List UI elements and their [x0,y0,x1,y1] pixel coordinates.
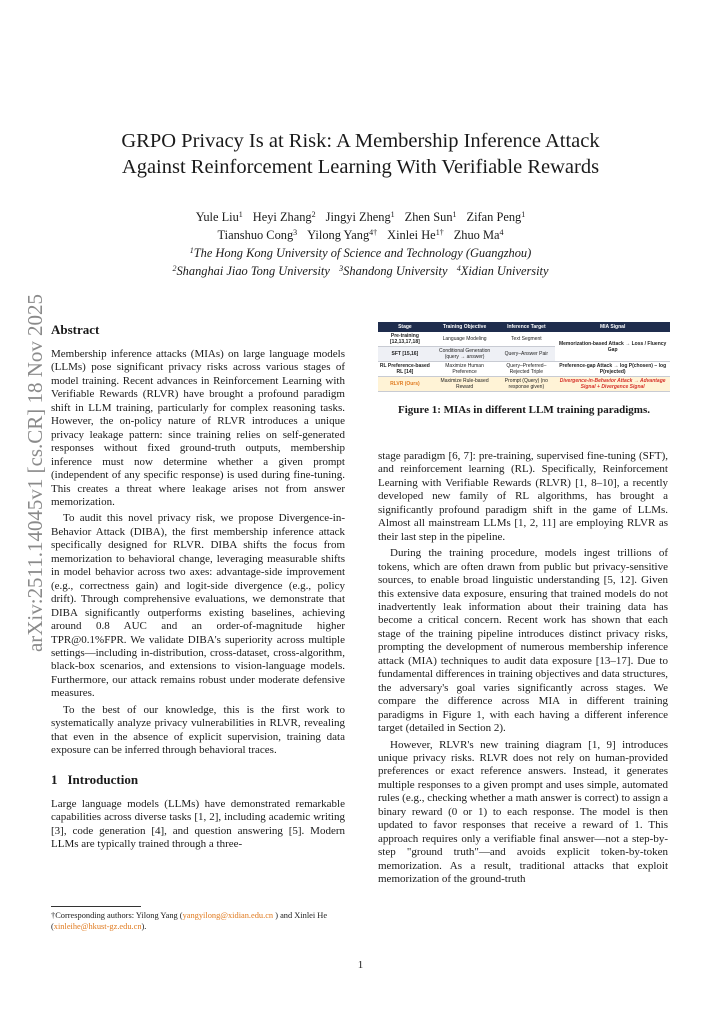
cell-signal: Divergence-in-Behavior Attack → Advantage Signal + Divergence Signal [555,377,670,392]
cell-objective: Maximize Rule-based Reward [432,377,498,392]
author-affiliation-sup: 1† [435,228,444,237]
table-row [378,362,670,377]
email-link-1[interactable]: yangyilong@xidian.edu.cn [182,911,274,920]
email-link-2[interactable]: xinleihe@hkust-gz.edu.cn [53,922,142,931]
author-affiliation-sup: 3 [293,228,298,237]
cell-signal: Preference-gap Attack → log P(chosen) − log P(rejected) [555,362,670,377]
figure-1 [378,322,670,416]
intro-paragraph-1: Large language models (LLMs) have demonstrated remarkable capabilities across diverse tasks [1, 2], including academic writing [3], code generation [4], and question answering [5]. Modern LLMs are typically trained through a three- [51,797,345,850]
affiliation-line-1 [60,244,661,262]
author-name: Yule Liu$^1$ [195,210,243,224]
affiliation-sup: 1 [189,246,194,255]
author-name: Tianshuo Cong$^3$ [217,228,298,242]
abstract-paragraph-3: To the best of our knowledge, this is the first work to systematically analyze privacy vulnerabilities in RLVR, revealing that even in the absence of explicit supervision, training data exposure can be inferred through behavioral traces. [51,703,345,757]
figure-caption: Figure 1: MIAs in different LLM training paradigms. [398,404,650,416]
header-objective: Training Objective [432,322,498,332]
table-header-row [378,322,670,332]
right-column [378,450,668,887]
author-affiliation-sup: 1 [390,210,395,219]
author-name: Xinlei $He^{1\dagger}$ [387,228,444,242]
cell-objective: Maximize Human Preference [432,362,498,377]
abstract-heading: Abstract [51,322,100,337]
author-name: Yilong Yang$^{4\dagger}$ [307,228,378,242]
header-signal: MIA Signal [555,322,670,332]
cell-target: Query–Preferred–Rejected Triple [497,362,555,377]
cell-objective: Language Modeling [432,332,498,347]
left-column [51,322,345,851]
title-line-1: GRPO Privacy Is at Risk: A Membership Inference Attack [121,130,600,152]
footnote-mid: ) and Xinlei He ( [51,911,328,931]
affiliation-1: The Hong Kong University of Science and Technology (Guangzhou) [193,246,532,260]
header-target: Inference Target [497,322,555,332]
mia-table [378,322,670,392]
author-line-2 [60,226,661,244]
author-block [60,208,661,280]
cell-stage [378,362,432,377]
page-number: 1 [357,959,364,971]
affiliation-sup: 3 [339,264,344,273]
paper-title [60,128,661,180]
intro-paragraph-3: During the training procedure, models ingest trillions of tokens, which are often drawn from public but privacy-sensitive sources, to enable broad linguistic understanding [5, 12]. Given this extensive data exposure, ensuring that trained models do not inadvertently leak information about their training data has become a critical concern. Recent work has shown that each stage of the training pipeline introduces distinct privacy risks, prompting the development of numerous membership inference attack (MIA) techniques to audit data exposure [13–17]. Due to fundamental differences in training objectives and data structures, the adversary's goal varies significantly across stages. We compare the difference across MIA in different training paradigms in Figure 1, with each having a different inference target (detailed in Section 2). [378,547,668,735]
cell-stage: SFT [15,16] [378,347,432,362]
rl-group-label: RL [379,363,387,369]
author-name: Heyi Zhang$^2$ [252,210,316,224]
table-row [378,377,670,392]
author-line-1 [60,208,661,226]
footnote [51,906,345,932]
affiliation-sup: 4 [456,264,461,273]
cell-objective: Conditional Generation (query → answer) [432,347,498,362]
author-affiliation-sup: 1 [452,210,457,219]
section-title: Introduction [67,771,139,787]
footnote-suffix: ). [141,922,147,931]
affiliation-3: Shandong University [343,264,448,278]
author-affiliation-sup: 1 [521,210,526,219]
author-name: Zifan Peng$^1$ [466,210,526,224]
cell-stage: RLVR (Ours) [378,377,432,392]
author-affiliation-sup: 4† [369,228,378,237]
abstract-paragraph-2: To audit this novel privacy risk, we propose Divergence-in-Behavior Attack (DIBA), the first membership inference attack specifically designed for RLVR. DIBA shifts the focus from memorization to behavioral change, leveraging measurable shifts in model behavior across two axes: advantage-side improvement (e.g., correctness gain) and logit-side divergence (e.g., policy drift). Through comprehensive evaluations, we demonstrate that DIBA significantly outperforms existing baselines, achieving around 0.8 AUC and an order-of-magnitude higher TPR@0.1%FPR. We validate DIBA's superiority across multiple settings—including in-distribution, cross-dataset, cross-algorithm, black-box scenarios, and extensions to vision-language models. Furthermore, our attack remains robust under moderate defensive measures. [51,512,345,700]
header-stage: Stage [378,322,432,332]
author-affiliation-sup: 2 [311,210,316,219]
author-name: Jingyi Zheng$^1$ [325,210,395,224]
footnote-prefix: †Corresponding authors: Yilong Yang ( [51,911,183,920]
intro-paragraph-4: However, RLVR's new training diagram [1, 9] introduces unique privacy risks. RLVR does not rely on human-provided preferences or exact reference answers. Instead, it generates multiple responses to a given prompt and uses simple, automated rules (e.g., checking whether a math answer is correct) to assign a binary reward (0 or 1) to each response. The model is then updated to favor responses that receive a reward of 1. This approach requires only a verifiable final answer—not a step-by-step "ground truth"—and avoids explicit token-by-token memorization. As a result, traditional attacks that exploit memorization of the ground-truth [378,738,668,886]
table-row [378,332,670,347]
author-name: Zhen Sun$^1$ [404,210,457,224]
stage-label: Preference-based RL [14] [387,363,430,375]
cell-target: Prompt (Query) (no response given) [497,377,555,392]
author-affiliation-sup: 4 [499,228,504,237]
affiliation-2: Shanghai Jiao Tong University [176,264,330,278]
cell-target: Text Segment [497,332,555,347]
arxiv-id-text: arXiv:2511.14045v1 [cs.CR] 18 Nov 2025 [23,293,47,652]
title-line-2: Against Reinforcement Learning With Verifiable Rewards [121,156,600,178]
footnote-rule [51,906,141,907]
cell-signal: Memorization-based Attack → Loss / Fluency Gap [555,332,670,362]
abstract-paragraph-1: Membership inference attacks (MIAs) on large language models (LLMs) pose significant privacy risks across various stages of model training. Recent advances in Reinforcement Learning with Verifiable Rewards (RLVR) have brought a profound paradigm shift in LLM training, particularly for complex reasoning tasks. However, the on-policy nature of RLVR introduces a unique privacy leakage pattern: since training relies on self-generated responses without fixed ground-truth outputs, membership inference must now determine whether a given prompt (independent of any specific response) is used during fine-tuning. This creates a threat where leakage arises not from answer memorization. [51,348,345,508]
author-name: Zhuo Ma$^4$ [453,228,504,242]
cell-target: Query–Answer Pair [497,347,555,362]
section-heading-introduction [51,772,345,788]
affiliation-sup: 2 [172,264,177,273]
intro-paragraph-2: stage paradigm [6, 7]: pre-training, supervised fine-tuning (SFT), and reinforcement learning (RL). Specifically, Reinforcement Learning with Verifiable Rewards (RLVR) [1, 8–10], a recently developed new family of RL algorithms, has brought a significantly profound paradigm shift in the game of LLMs. Almost all mainstream LLMs [1, 2, 11] are employing RLVR as their last step in the pipeline. [378,450,668,543]
author-affiliation-sup: 1 [238,210,243,219]
cell-stage: Pre-training [12,13,17,18] [378,332,432,347]
affiliation-line-2 [60,262,661,280]
section-number: 1 [51,771,58,787]
affiliation-4: Xidian University [460,264,549,278]
